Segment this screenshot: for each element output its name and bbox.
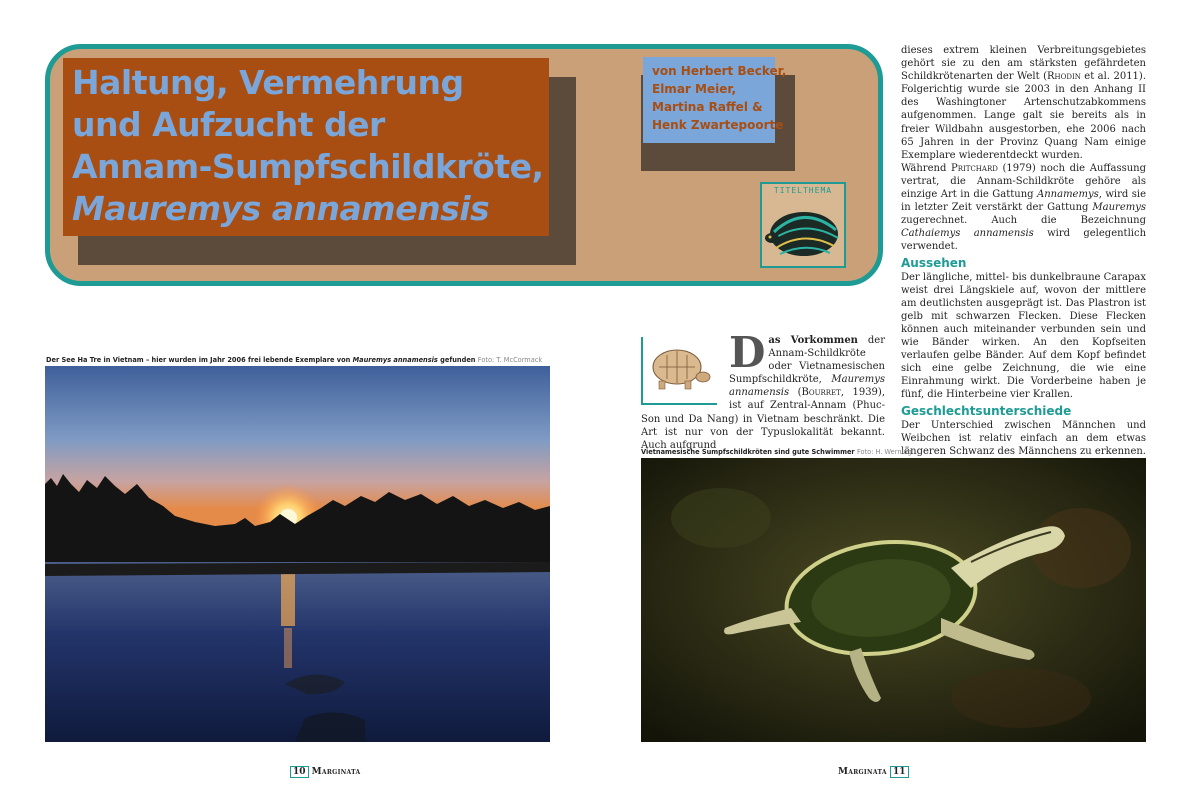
swimming-turtle-photo [641, 458, 1146, 742]
caption-text: Der See Ha Tre in Vietnam – hier wurden im Jahr 2006 frei lebende Exemplare von [46, 356, 353, 364]
paragraph: Der längliche, mittel- bis dunkelbraune Carapax weist drei Längskiele auf, wovon der mittlere am deutlichsten ausgeprägt ist. Das Plastron ist gelb mit schwarzen Flecken. Diese Flecken können auch miteinander verbunden sein und wie Bänder wirken. An den Kopfseiten verlaufen gelbe Bänder. Auf dem Kopf befindet sich eine gelbe Zeichnung, die wie eine Einrahmung wirkt. Die Vorderbeine haben je fünf, die Hinterbeine vier Krallen. [901, 271, 1146, 401]
icon-space [641, 334, 729, 406]
caption-text: Vietnamesische Sumpfschildkröten sind gute Schwimmer [641, 448, 855, 456]
genus-name: Mauremys [1092, 202, 1146, 214]
text: et al. 2011). Folgerichtig wurde sie 2003 in den Anhang II des Washingtoner Artenschutzabkommens aufgenommen. Lange galt sie bereits als in freier Wildbahn ausgestorben, ehe 2006 nach 65 Jahren in der Provinz Quang Nam einige Exemplare wiederentdeckt wurden. [901, 71, 1146, 161]
genus-name: Annamemys [1037, 189, 1099, 201]
section-heading-aussehen: Aussehen [901, 255, 967, 270]
paragraph [901, 162, 1146, 254]
species-name: Mauremys annamensis [729, 374, 885, 399]
right-text-column [901, 44, 1146, 484]
lake-sunset-photo [45, 366, 550, 742]
article-title [72, 62, 544, 230]
lead-in: as Vorkommen [768, 335, 858, 346]
caption-text: gefunden [437, 356, 476, 364]
citation-author: Rhodin [1046, 71, 1081, 83]
text: der Annam-Schildkröte oder Vietnamesischen Sumpfschildkröte, [729, 335, 885, 386]
badge-label: TITELTHEMA [773, 186, 833, 195]
text: , wird sie in letzter Zeit verstärkt der Gattung [901, 189, 1146, 214]
text: ( [789, 387, 802, 399]
paragraph: Der Unterschied zwischen Männchen und Weibchen ist relativ einfach an dem etwas längeren Schwanz des Männchens zu erkennen. [901, 419, 1146, 457]
title-line: Haltung, Vermehrung [72, 63, 464, 102]
magazine-name: Marginata [838, 767, 887, 777]
magazine-name: Marginata [311, 767, 361, 777]
footer-left [290, 766, 361, 778]
title-line: Annam-Sumpfschildkröte, [72, 147, 544, 186]
author: Henk Zwartepoorte [652, 118, 784, 132]
footer-right [838, 766, 909, 778]
species-name: Cathaiemys annamensis [901, 228, 1034, 240]
text: dieses extrem kleinen Verbreitungsgebietes gehört sie zu den am stärksten gefährdeten Schildkrötenarten der Welt ( [901, 45, 1146, 83]
title-line: und Aufzucht der [72, 105, 385, 144]
text: zugerechnet. Auch die Bezeichnung [901, 215, 1146, 227]
intro-paragraph [641, 328, 885, 452]
photo-credit: Foto: T. McCormack [477, 356, 543, 364]
photo-caption-left [46, 356, 542, 364]
author: von Herbert Becker, [652, 64, 787, 78]
title-scientific-name: Mauremys annamensis [72, 189, 490, 228]
text: (1979) noch die Auffassung vertrat, die Annam-Schildkröte gehöre als einzige Art in die Gattung [901, 162, 1147, 201]
text: Während [901, 162, 952, 174]
citation-author: Bourret [801, 387, 841, 399]
text: , 1939), ist auf Zentral-Annam (Phuc-Son und Da Nang) in Vietnam beschränkt. Die Art ist nur von der Typuslokalität bekannt. Auch aufgrund [641, 387, 885, 451]
photo-credit: Foto: H. Werning [856, 448, 912, 456]
photo-caption-right [641, 448, 912, 456]
caption-species: Mauremys annamensis [352, 356, 438, 364]
author: Martina Raffel & [652, 100, 763, 114]
page-number: 11 [890, 766, 909, 778]
author-list [652, 62, 786, 134]
turtle-shell-icon [764, 198, 842, 264]
section-heading-geschlecht: Geschlechtsunterschiede [901, 403, 1072, 418]
drop-cap: D [729, 328, 766, 377]
lake-sunset-illustration [45, 366, 550, 742]
author: Elmar Meier, [652, 82, 737, 96]
page-number: 10 [290, 766, 309, 778]
citation-author: Pritchard [951, 162, 998, 174]
paragraph [901, 44, 1146, 162]
text: wird gelegentlich verwendet. [901, 228, 1147, 253]
titelthema-badge [760, 182, 846, 268]
swimming-turtle-illustration [641, 458, 1146, 742]
